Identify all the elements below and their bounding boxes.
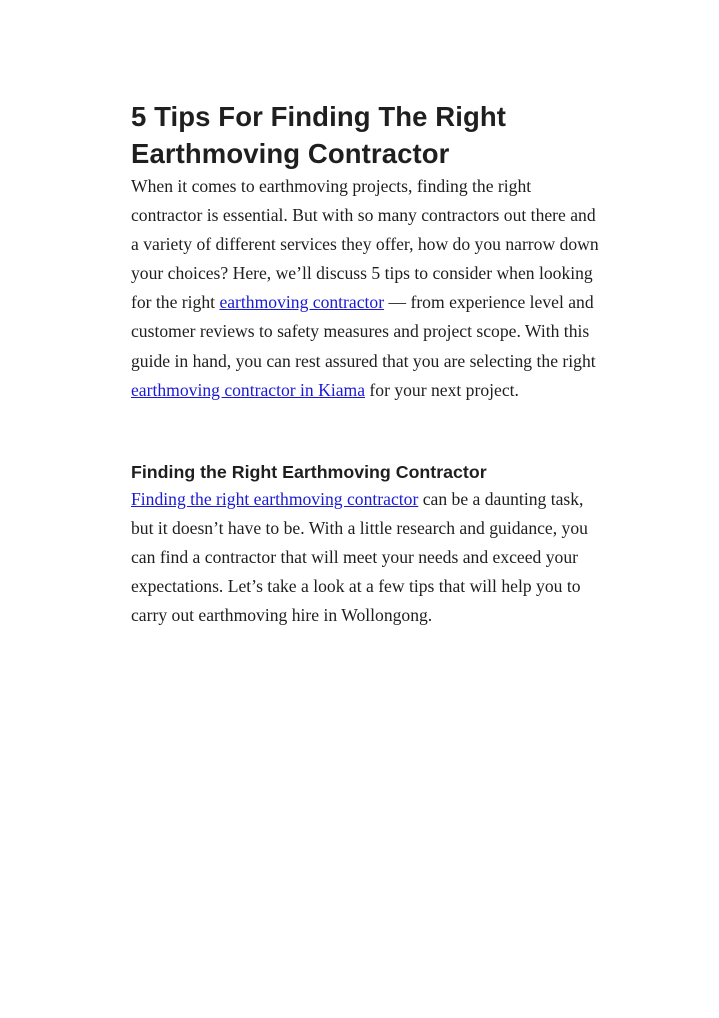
page-title-line-2: Earthmoving Contractor (131, 138, 450, 169)
earthmoving-contractor-kiama-link[interactable]: earthmoving contractor in Kiama (131, 379, 366, 400)
article-body (131, 98, 601, 630)
intro-text-1: When it comes to earthmoving projects, finding the right contractor is essential. But with so many contractors out there and a variety of different services they offer, how do you narrow down your choices? Here, we’ll discuss 5 tips to consider when looking for the right (131, 176, 599, 313)
earthmoving-contractor-link[interactable]: earthmoving contractor (219, 292, 385, 313)
section-heading: Finding the Right Earthmoving Contractor (131, 461, 487, 482)
finding-right-contractor-link[interactable]: Finding the right earthmoving contractor (131, 488, 419, 509)
section-paragraph (131, 485, 601, 630)
intro-paragraph (131, 172, 601, 405)
section-text: can be a daunting task, but it doesn’t have to be. With a little research and guidance, you can find a contractor that will meet your needs and exceed your expectations. Let’s take a look at a few tips that will help you to carry out earthmoving hire in Wollongong. (131, 488, 588, 626)
intro-text-3: for your next project. (365, 379, 519, 400)
page-title (131, 98, 601, 172)
page-title-line-1: 5 Tips For Finding The Right (131, 101, 507, 132)
intro-text-2: — from experience level and customer reviews to safety measures and project scope. With this guide in hand, you can rest assured that you are selecting the right (131, 292, 596, 371)
